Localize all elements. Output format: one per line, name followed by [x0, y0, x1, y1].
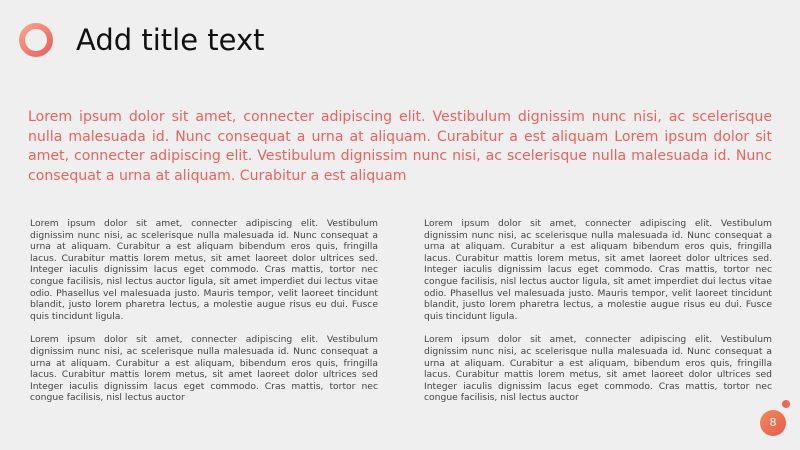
page-number-badge: 8 [760, 410, 786, 436]
lead-paragraph: Lorem ipsum dolor sit amet, connecter adipiscing elit. Vestibulum dignissim nunc nisi, ac scelerisque nulla malesuada id. Nunc consequat a urna at aliquam. Curabitur a est aliquam Lorem ipsum dolor sit amet, connecter adipiscing elit. Vestibulum dignissim nunc nisi, ac scelerisque nulla malesuada id. Nunc consequat a urna at aliquam. Curabitur a est aliquam [28, 109, 772, 184]
ring-logo-icon [18, 22, 54, 58]
left-paragraph-1: Lorem ipsum dolor sit amet, connecter adipiscing elit. Vestibulum dignissim nunc nisi, ac scelerisque nulla malesuada id. Nunc consequat a urna at aliquam. Curabitur a est aliquam bibendum eros quis, fringilla lacus. Curabitur mattis lorem metus, sit amet laoreet dolor ultrices sed. Integer iaculis dignissim lacus eget commodo. Cras mattis, tortor nec congue facilisis, nisl lectus auctor ligula, sit amet imperdiet dui lectus vitae odio. Phasellus vel malesuada justo. Mauris tempor, velit laoreet tincidunt blandit, justo lorem pharetra lectus, a molestie augue risus eu dui. Fusce quis tincidunt ligula. [30, 218, 378, 322]
slide-title: Add title text [76, 23, 265, 57]
left-text-column [30, 218, 378, 416]
right-paragraph-2: Lorem ipsum dolor sit amet, connecter adipiscing elit. Vestibulum dignissim nunc nisi, ac scelerisque nulla malesuada id. Nunc consequat a urna at aliquam. Curabitur a est aliquam, bibendum eros quis, fringilla lacus. Curabitur mattis lorem metus, sit amet laoreet dolor ultrices sed Integer iaculis dignissim lacus eget commodo. Cras mattis, tortor nec congue facilisis, nisl lectus auctor [424, 334, 772, 404]
page-decoration-dot [782, 400, 790, 408]
right-text-column [424, 218, 772, 416]
right-paragraph-1: Lorem ipsum dolor sit amet, connecter adipiscing elit. Vestibulum dignissim nunc nisi, ac scelerisque nulla malesuada id. Nunc consequat a urna at aliquam. Curabitur a est aliquam bibendum eros quis, fringilla lacus. Curabitur mattis lorem metus, sit amet laoreet dolor ultrices sed. Integer iaculis dignissim lacus eget commodo. Cras mattis, tortor nec congue facilisis, nisl lectus auctor ligula, sit amet imperdiet dui lectus vitae odio. Phasellus vel malesuada justo. Mauris tempor, velit laoreet tincidunt blandit, justo lorem pharetra lectus, a molestie augue risus eu dui. Fusce quis tincidunt ligula. [424, 218, 772, 322]
left-paragraph-2: Lorem ipsum dolor sit amet, connecter adipiscing elit. Vestibulum dignissim nunc nisi, ac scelerisque nulla malesuada id. Nunc consequat a urna at aliquam. Curabitur a est aliquam, bibendum eros quis, fringilla lacus. Curabitur mattis lorem metus, sit amet laoreet dolor ultrices sed Integer iaculis dignissim lacus eget commodo. Cras mattis, tortor nec congue facilisis, nisl lectus auctor [30, 334, 378, 404]
